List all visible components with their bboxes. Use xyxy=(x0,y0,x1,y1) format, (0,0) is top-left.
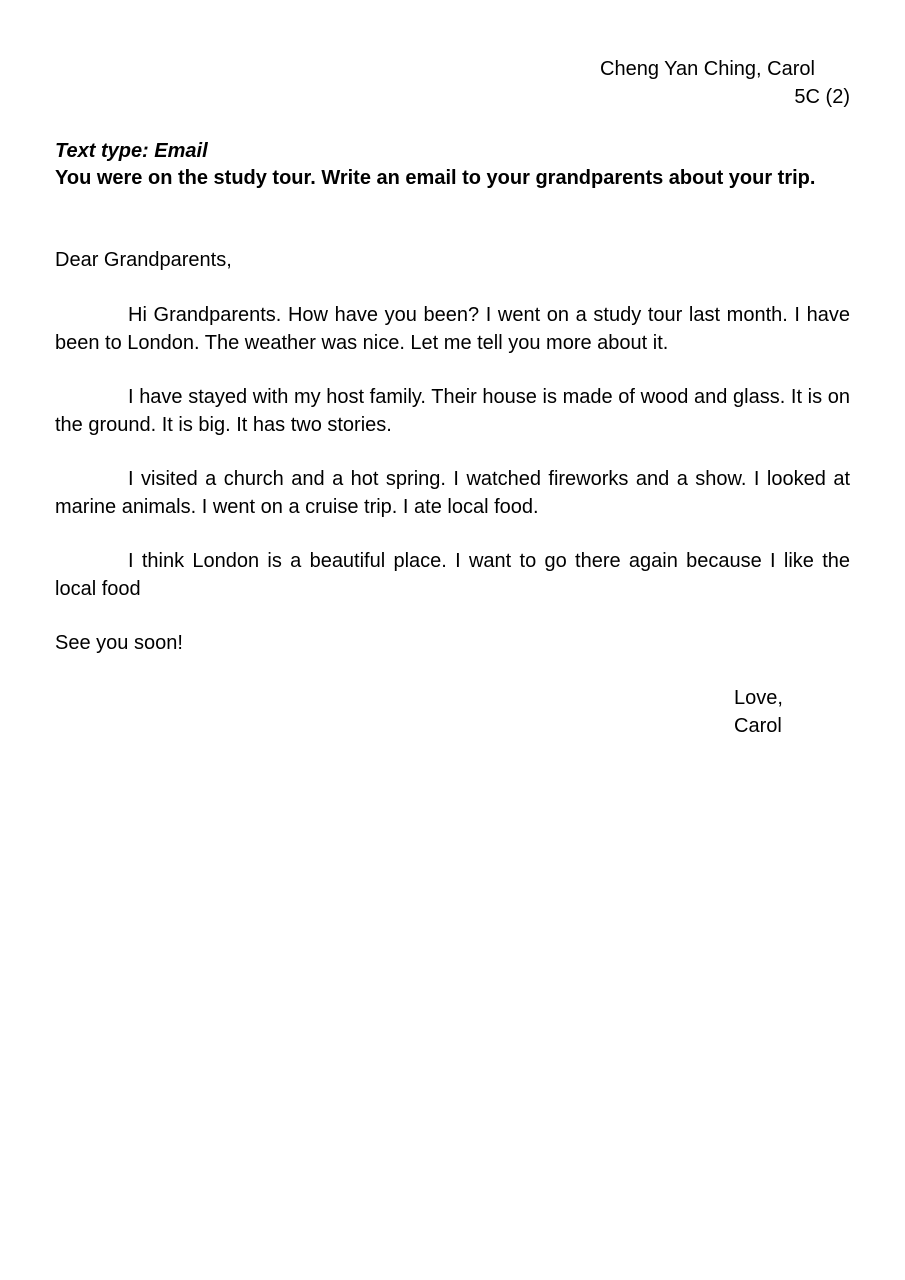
student-name: Cheng Yan Ching, Carol xyxy=(600,58,815,80)
letter-greeting: Dear Grandparents, xyxy=(55,249,232,271)
letter-paragraph: I have stayed with my host family. Their house is made of wood and glass. It is on the ground. It is big. It has two stories. xyxy=(55,386,850,436)
letter-paragraph: I visited a church and a hot spring. I watched fireworks and a show. I looked at marine animals. I went on a cruise trip. I ate local food. xyxy=(55,468,850,518)
task-prompt: You were on the study tour. Write an email to your grandparents about your trip. xyxy=(55,167,816,189)
letter-paragraph: Hi Grandparents. How have you been? I went on a study tour last month. I have been to London. The weather was nice. Let me tell you more about it. xyxy=(55,304,850,354)
letter-paragraph: I think London is a beautiful place. I want to go there again because I like the local food xyxy=(55,550,850,600)
text-type-label: Text type: Email xyxy=(55,140,208,162)
letter-signoff-block xyxy=(734,685,783,740)
letter-closing-line: See you soon! xyxy=(55,632,183,654)
letter-signature: Carol xyxy=(734,714,782,737)
student-class: 5C (2) xyxy=(794,86,850,108)
letter-signoff: Love, xyxy=(734,687,783,709)
